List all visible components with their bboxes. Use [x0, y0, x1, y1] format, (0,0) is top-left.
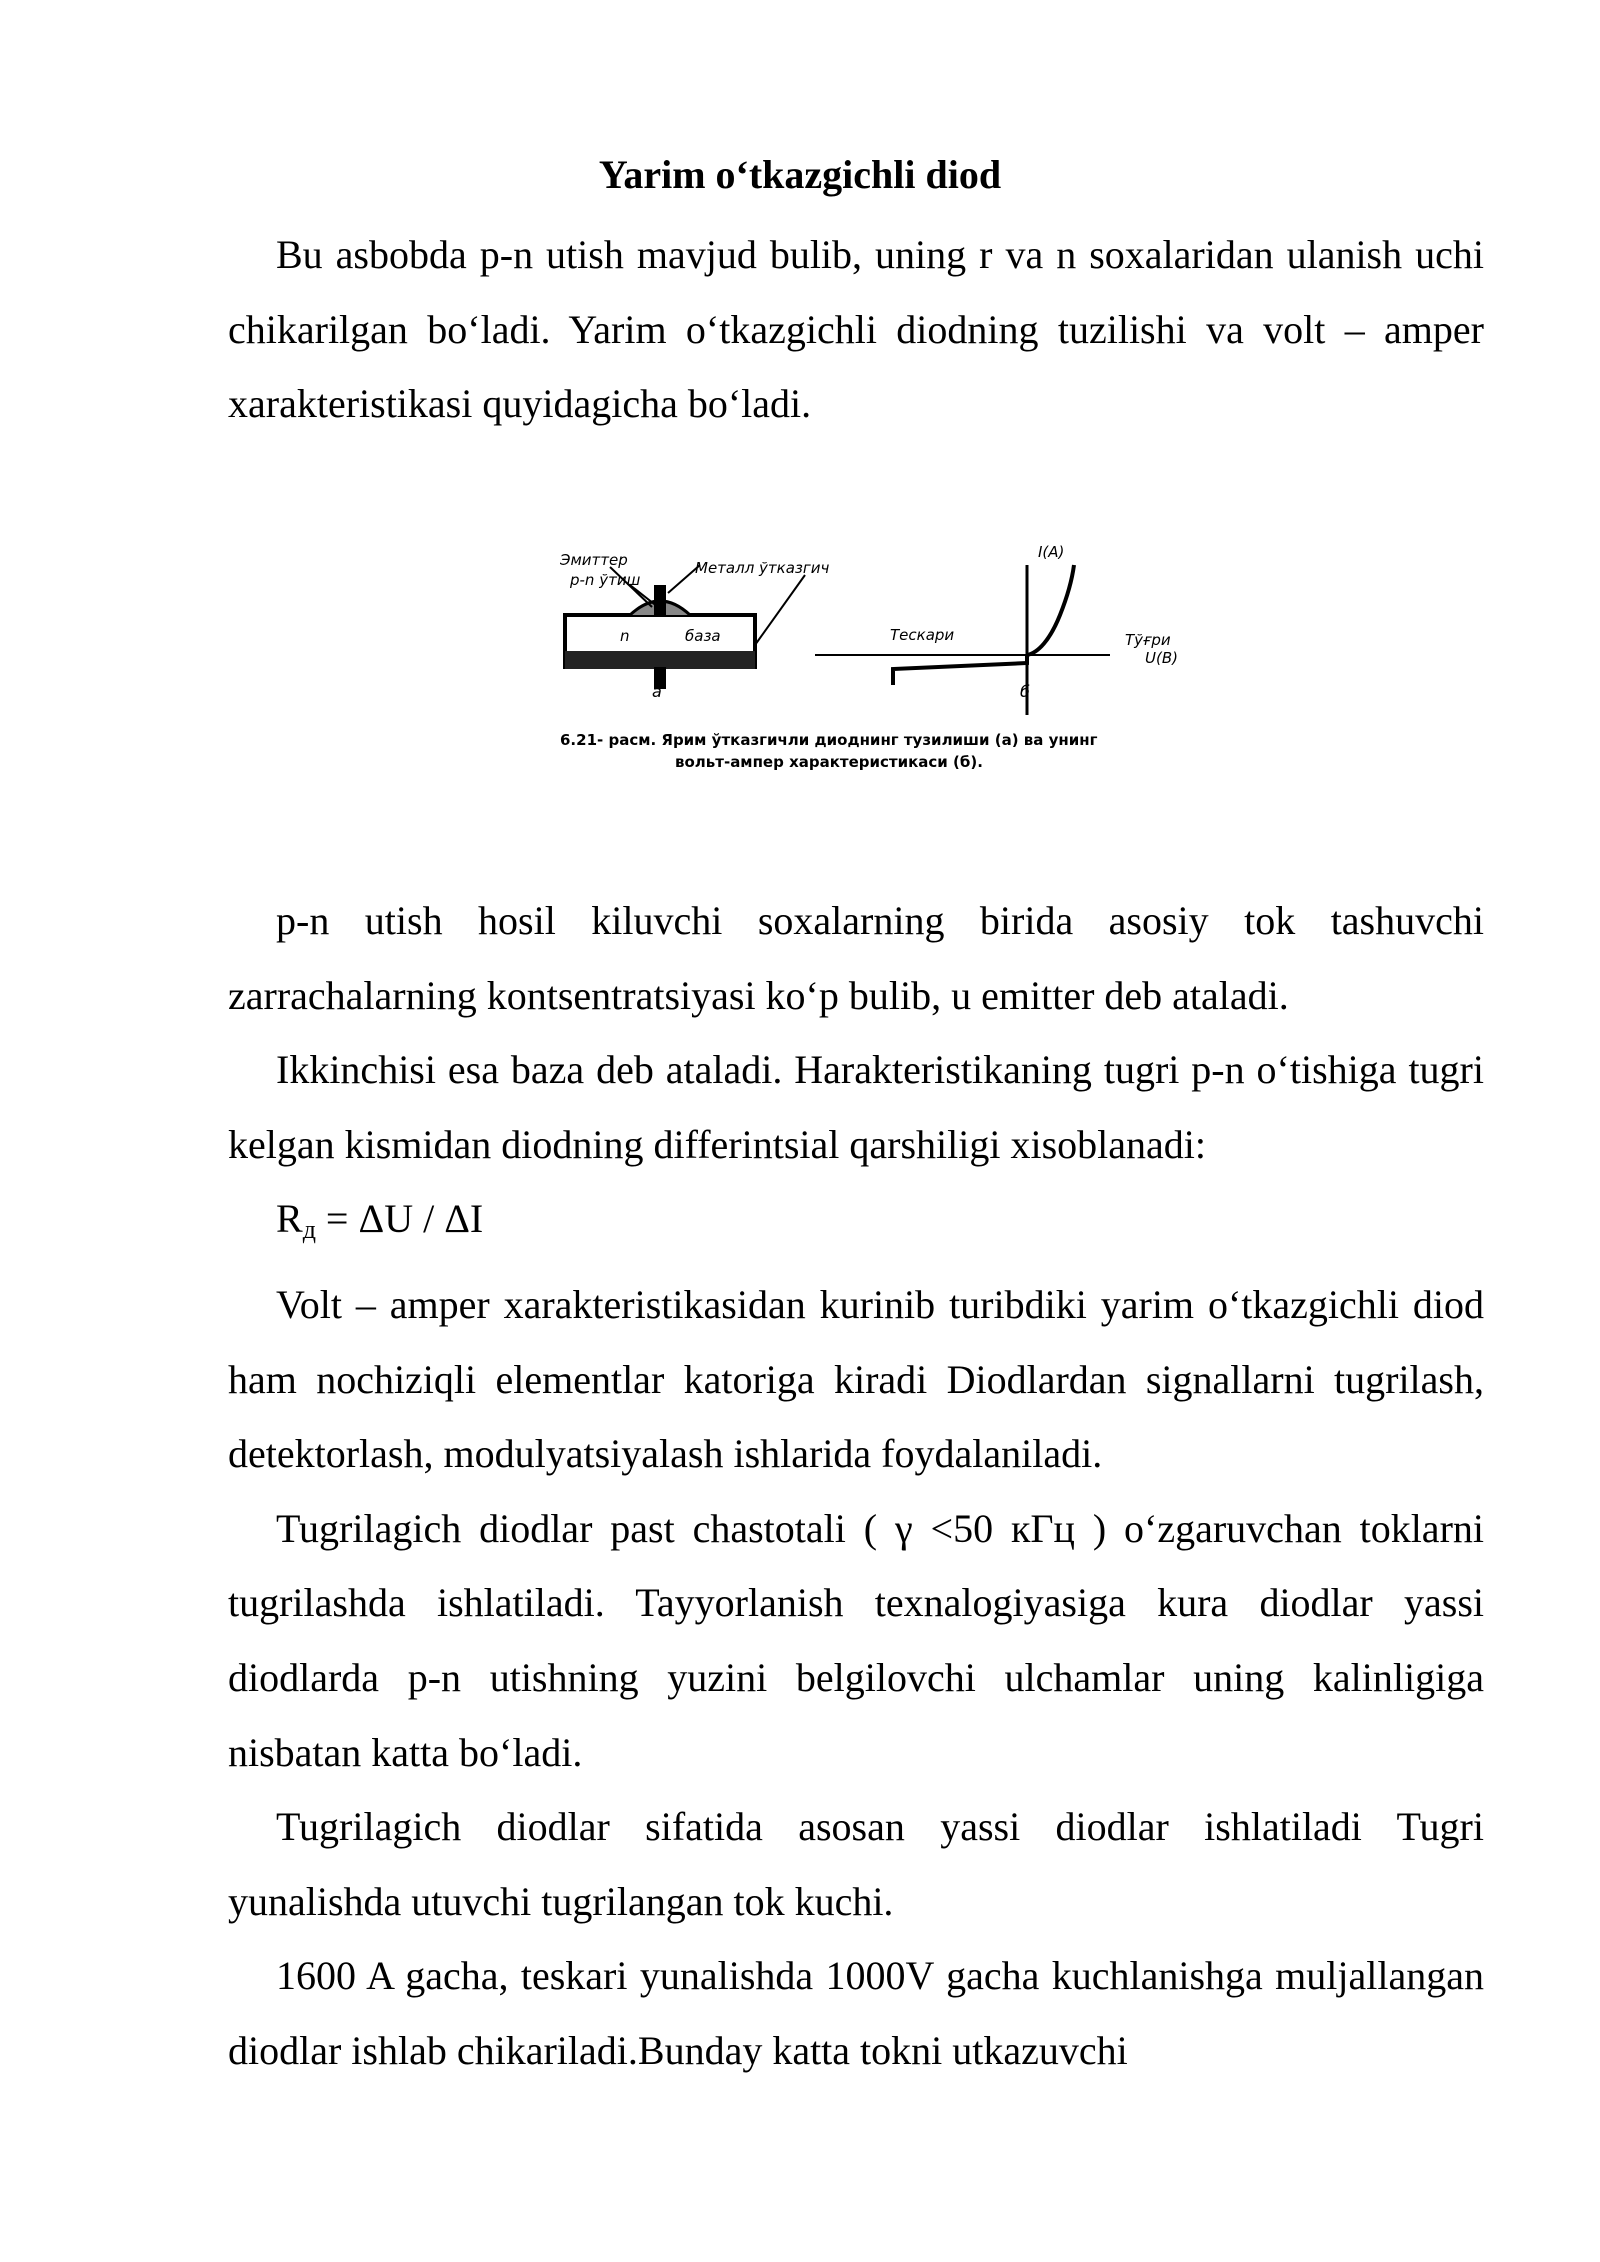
label-sub-b: б	[1020, 682, 1030, 701]
label-p-region: p	[655, 599, 662, 610]
body-text	[228, 884, 1484, 2089]
formula-rest: = ΔU / ΔI	[315, 1196, 484, 1242]
paragraph-emitter: p-n utish hosil kiluvchi soxalarning birida asosiy tok tashuvchi zarrachalarning kontsentratsiyasi ko‘p bulib, u emitter deb ataladi.	[228, 898, 1484, 1018]
label-base: база	[685, 627, 721, 645]
diode-diagram	[560, 545, 1230, 795]
label-metal-conductor: Металл ўтказгич	[695, 559, 830, 577]
paragraph-flat-diodes: Tugrilagich diodlar sifatida asosan yassi diodlar ishlatiladi Tugri yunalishda utuvchi tugrilangan tok kuchi.	[228, 1804, 1484, 1924]
formula-r: R	[276, 1196, 303, 1242]
diode-figure	[560, 545, 1230, 795]
paragraph-ratings: 1600 A gacha, teskari yunalishda 1000V gacha kuchlanishga muljallangan diodlar ishlab chikariladi.Bunday katta tokni utkazuvchi	[228, 1953, 1484, 2073]
label-pn-junction: p-n ўтиш	[570, 571, 641, 589]
formula-subscript: д	[302, 1215, 316, 1245]
formula-line	[228, 1182, 1484, 1268]
label-n-region: n	[620, 627, 630, 645]
figure-caption-line1: 6.21- расм. Ярим ўтказгичли диоднинг тузилиши (а) ва унинг	[560, 731, 1098, 749]
paragraph-low-frequency: Tugrilagich diodlar past chastotali ( γ <50 кГц ) o‘zgaruvchan toklarni tugrilashda ishlatiladi. Tayyorlanish texnalogiyasiga kura diodlar yassi diodlarda p-n utishning yuzini belgilovchi ulchamlar uning kalinligiga nisbatan katta bo‘ladi.	[228, 1505, 1484, 1775]
intro-block	[228, 218, 1484, 442]
iv-characteristic	[815, 565, 1110, 715]
paragraph-nonlinear: Volt – amper xarakteristikasidan kurinib turibdiki yarim o‘tkazgichli diod ham nochiziqli elementlar katoriga kiradi Diodlardan signallarni tugrilash, detektorlash, modulyatsiyalash ishlarida foydalaniladi.	[228, 1281, 1484, 1477]
label-u-axis: U(B)	[1145, 649, 1178, 667]
figure-caption-line2: вольт-ампер характеристикаси (б).	[675, 753, 983, 771]
intro-paragraph: Bu asbobda p-n utish mavjud bulib, uning r va n soxalaridan ulanish uchi chikarilgan bo‘ladi. Yarim o‘tkazgichli diodning tuzilishi va volt – amper xarakteristikasi quyidagicha bo‘ladi.	[228, 232, 1484, 427]
label-forward: Тўғри	[1125, 631, 1171, 649]
paragraph-base: Ikkinchisi esa baza deb ataladi. Harakteristikaning tugri p-n o‘tishiga tugri kelgan kismidan diodning differintsial qarshiligi xisoblanadi:	[228, 1047, 1484, 1167]
label-emitter: Эмиттер	[560, 551, 628, 569]
label-reverse: Тескари	[890, 626, 955, 644]
page-title: Yarim o‘tkazgichli diod	[598, 152, 1002, 197]
label-i-axis: I(A)	[1038, 545, 1065, 561]
label-sub-a: a	[652, 682, 662, 701]
